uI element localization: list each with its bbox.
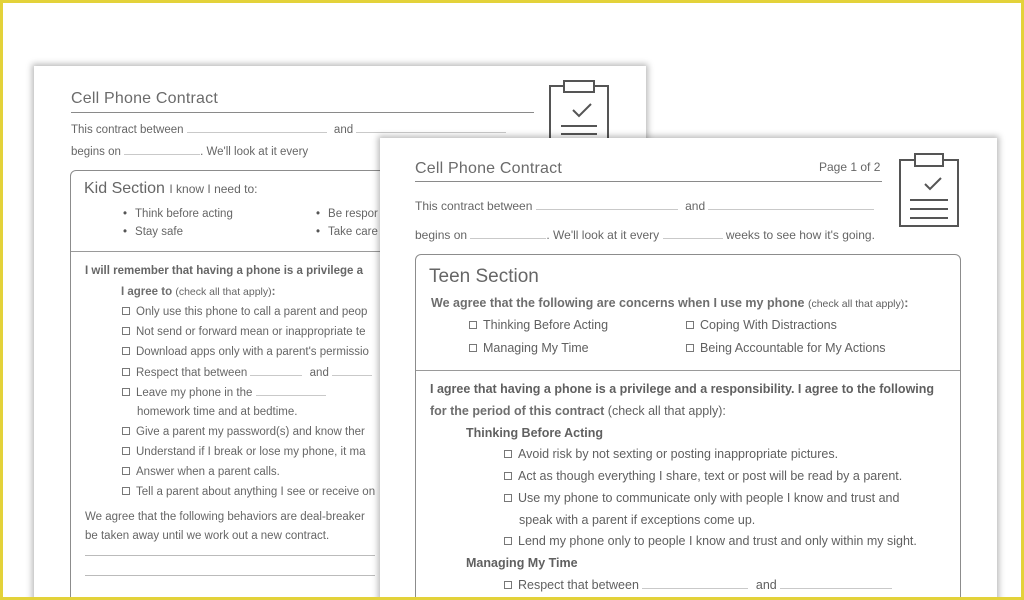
write-in-line[interactable] — [85, 575, 375, 576]
checklist-item[interactable]: Download apps only with a parent's permissio — [122, 346, 369, 358]
checkbox[interactable] — [686, 344, 694, 352]
date-blank[interactable] — [470, 229, 546, 239]
list-item: • Be respor — [316, 208, 378, 220]
checklist-item[interactable]: Lend my phone only to people I know and trust and only within my sight. — [504, 534, 917, 548]
checkbox[interactable] — [122, 487, 130, 495]
checkbox[interactable] — [122, 327, 130, 335]
section-divider — [416, 370, 960, 371]
intro-line-1: This contract between and — [71, 123, 506, 136]
section-title: Teen Section — [429, 266, 539, 287]
dealbreakers-text: We agree that the following behaviors are deal-breaker — [85, 511, 365, 523]
checklist-item-continued: homework time and at bedtime. — [137, 406, 298, 418]
checkbox[interactable] — [686, 321, 694, 329]
clipboard-check-icon — [547, 80, 613, 146]
dealbreakers-text: be taken away until we work out a new contract. — [85, 530, 330, 542]
checkbox[interactable] — [469, 321, 477, 329]
intro-line-2: begins on . We'll look at it every weeks to see how it's going. — [415, 228, 875, 242]
checklist-item[interactable]: Respect that between and — [122, 366, 372, 379]
checklist-item[interactable]: Use my phone to communicate only with people I know and trust and — [504, 491, 899, 505]
concerns-heading: We agree that the following are concerns when I use my phone (check all that apply): — [431, 296, 909, 310]
checklist-item[interactable]: Tell a parent about anything I see or receive on — [122, 486, 375, 498]
time-blank[interactable] — [332, 366, 372, 376]
checklist-item[interactable]: Leave my phone in the — [122, 386, 326, 399]
checklist-item[interactable]: Understand if I break or lose my phone, it ma — [122, 446, 365, 458]
time-blank[interactable] — [250, 366, 302, 376]
privilege-statement: for the period of this contract (check all that apply): — [430, 404, 726, 418]
intro-line-2: begins on . We'll look at it every — [71, 146, 309, 158]
place-blank[interactable] — [256, 386, 326, 396]
page-title: Cell Phone Contract — [415, 160, 562, 177]
date-blank[interactable] — [124, 145, 200, 155]
checklist-item[interactable]: Answer when a parent calls. — [122, 466, 280, 478]
checkbox[interactable] — [122, 368, 130, 376]
list-item: • Stay safe — [123, 226, 183, 238]
checklist-item[interactable]: Not send or forward mean or inappropriate te — [122, 326, 365, 338]
concern-checkbox-item[interactable]: Thinking Before Acting — [469, 318, 608, 332]
checkbox[interactable] — [122, 347, 130, 355]
concern-checkbox-item[interactable]: Managing My Time — [469, 341, 589, 355]
checklist-item[interactable]: Respect that between and — [504, 578, 892, 592]
checkbox[interactable] — [504, 537, 512, 545]
weeks-blank[interactable] — [663, 229, 723, 239]
section-title: Kid Section I know I need to: — [84, 180, 258, 197]
name-blank[interactable] — [536, 200, 678, 210]
teen-section-box — [415, 254, 961, 600]
checkbox[interactable] — [504, 450, 512, 458]
checklist-item[interactable]: Only use this phone to call a parent and peop — [122, 306, 367, 318]
checkbox[interactable] — [122, 467, 130, 475]
list-item: • Take care — [316, 226, 378, 238]
privilege-statement: I will remember that having a phone is a privilege a — [85, 265, 363, 277]
checkbox[interactable] — [504, 494, 512, 502]
concern-checkbox-item[interactable]: Being Accountable for My Actions — [686, 341, 886, 355]
checklist-item-continued: speak with a parent if exceptions come up. — [519, 513, 756, 527]
clipboard-check-icon — [897, 152, 961, 230]
privilege-statement: I agree that having a phone is a privilege and a responsibility. I agree to the following — [430, 382, 935, 396]
list-item: • Think before acting — [123, 208, 233, 220]
write-in-line[interactable] — [85, 555, 375, 556]
subheading-time: Managing My Time — [466, 556, 578, 570]
checkbox[interactable] — [122, 307, 130, 315]
time-blank[interactable] — [780, 579, 892, 589]
checkbox[interactable] — [122, 388, 130, 396]
title-rule — [71, 112, 534, 113]
subheading-thinking: Thinking Before Acting — [466, 426, 604, 440]
page-number: Page 1 of 2 — [819, 160, 881, 174]
checkbox[interactable] — [504, 581, 512, 589]
name-blank[interactable] — [708, 200, 874, 210]
page-title: Cell Phone Contract — [71, 90, 218, 107]
intro-line-1: This contract between and — [415, 199, 874, 213]
checklist-item[interactable]: Avoid risk by not sexting or posting inappropriate pictures. — [504, 447, 838, 461]
checkbox[interactable] — [122, 427, 130, 435]
checkbox[interactable] — [469, 344, 477, 352]
contract-page-front — [380, 138, 997, 600]
checkbox[interactable] — [504, 472, 512, 480]
checkbox[interactable] — [122, 447, 130, 455]
name-blank[interactable] — [187, 123, 327, 133]
title-rule — [415, 181, 882, 182]
concern-checkbox-item[interactable]: Coping With Distractions — [686, 318, 837, 332]
checklist-item[interactable]: Act as though everything I share, text or post will be read by a parent. — [504, 469, 902, 483]
checklist-item[interactable]: Give a parent my password(s) and know ther — [122, 426, 365, 438]
time-blank[interactable] — [642, 579, 748, 589]
agree-heading: I agree to (check all that apply): — [121, 286, 276, 298]
name-blank[interactable] — [356, 123, 506, 133]
